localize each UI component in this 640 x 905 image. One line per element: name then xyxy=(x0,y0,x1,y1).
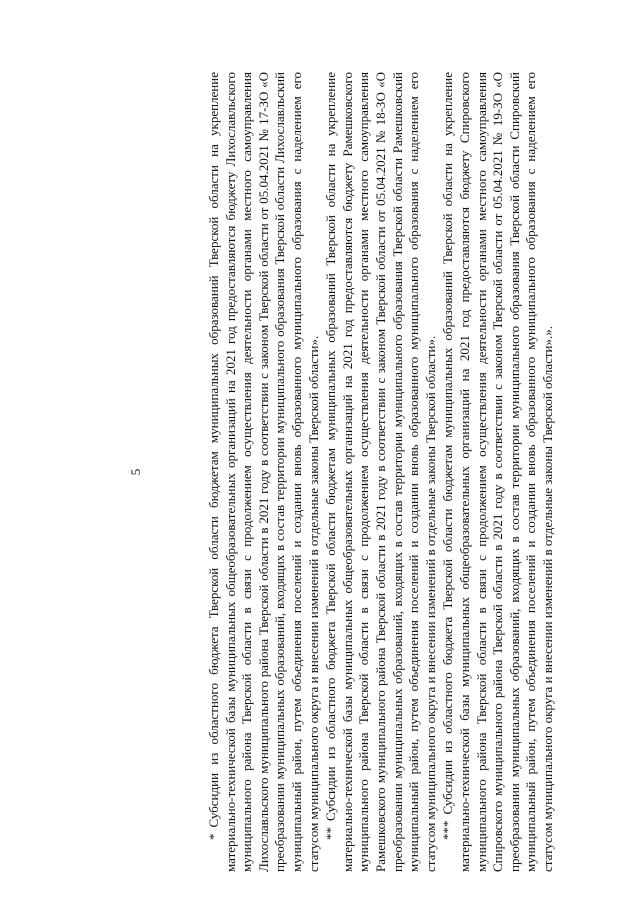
footnote-2 xyxy=(323,72,439,872)
rotated-page-content xyxy=(128,72,555,872)
footnote-marker: ** xyxy=(323,827,339,840)
page-number: 5 xyxy=(128,468,143,476)
footnote-marker: * xyxy=(206,833,221,840)
footnote-text: Субсидии из областного бюджета Тверской области бюджетам муниципальных образований Тверской области на укрепление материально-технической базы муниципальных общеобразовательных организаций на 2021 год предоставляются бюджету Лихославльского муниципального района Тверской области в связи с продолжением осуществления деятельности органами местного самоуправления Лихославльского муниципального района Тверской области в 2021 году в соответствии с законом Тверской области от 05.04.2021 № 17-ЗО «О преобразовании муниципальных образований, входящих в состав территории муниципального образования Тверской области Лихославльский муниципальный район, путем объединения поселений и создании вновь образованного муниципального образования с наделением его статусом муниципального округа и внесении изменений в отдельные законы Тверской области». xyxy=(206,72,321,872)
footnote-marker: *** xyxy=(440,820,456,840)
footnote-text: Субсидии из областного бюджета Тверской области бюджетам муниципальных образований Тверской области на укрепление материально-технической базы муниципальных общеобразовательных организаций на 2021 год предоставляются бюджету Спировского муниципального района Тверской области в связи с продолжением осуществления деятельности органами местного самоуправления Спировского муниципального района Тверской области в 2021 году в соответствии с законом Тверской области от 05.04.2021 № 19-ЗО «О преобразовании муниципальных образований, входящих в состав территории муниципального образования Тверской области Спировский муниципальный район, путем объединения поселений и создании вновь образованного муниципального образования с наделением его статусом муниципального округа и внесении изменений в отдельные законы Тверской области».». xyxy=(440,72,555,872)
footnote-1 xyxy=(206,72,322,872)
footnote-3 xyxy=(440,72,556,872)
footnote-text: Субсидии из областного бюджета Тверской области бюджетам муниципальных образований Тверской области на укрепление материально-технической базы муниципальных общеобразовательных организаций на 2021 год предоставляются бюджету Рамешковского муниципального района Тверской области в связи с продолжением осуществления деятельности органами местного самоуправления Рамешковского муниципального района Тверской области в 2021 году в соответствии с законом Тверской области от 05.04.2021 № 18-ЗО «О преобразовании муниципальных образований, входящих в состав территории муниципального образования Тверской области Рамешковский муниципальный район, путем объединения поселений и создании вновь образованного муниципального образования с наделением его статусом муниципального округа и внесении изменений в отдельные законы Тверской области». xyxy=(323,72,438,872)
